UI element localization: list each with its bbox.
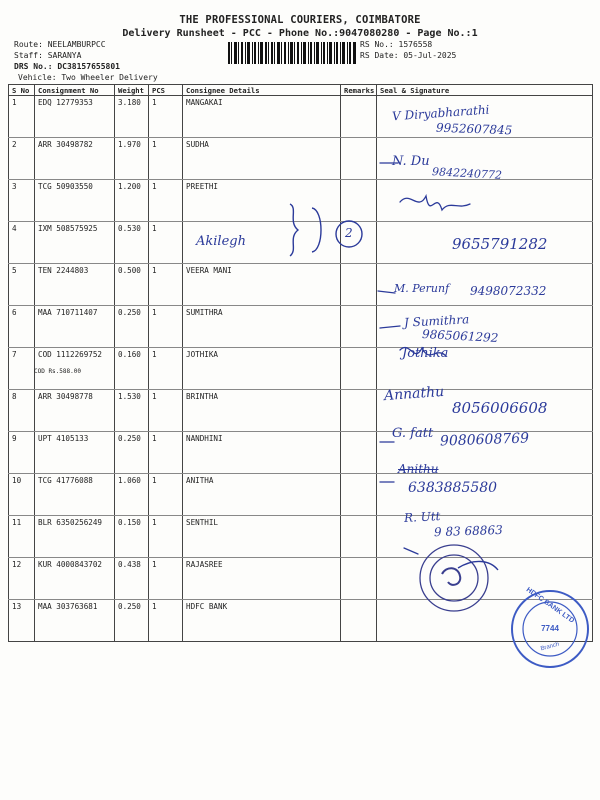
cell-weight: 1.970 (115, 138, 149, 180)
cell-remarks (341, 96, 377, 138)
consignment-number: COD 1112269752 (38, 350, 103, 359)
cell-consignment: ARR 30498782 (35, 138, 115, 180)
route-label: Route: NEELAMBURPCC (14, 40, 106, 49)
cell-consignment: BLR 6350256249 (35, 516, 115, 558)
handwritten-phone: 9 83 68863 (433, 522, 503, 540)
cell-weight: 0.150 (115, 516, 149, 558)
brace-mark (284, 200, 374, 260)
dash-mark (380, 326, 400, 328)
cell-consignee: SUMITHRA (183, 306, 341, 348)
cell-consignee: ANITHA (183, 474, 341, 516)
cell-weight: 0.530 (115, 222, 149, 264)
cell-consignee: RAJASREE (183, 558, 341, 600)
vehicle-label: Vehicle: Two Wheeler Delivery (18, 73, 158, 82)
runsheet-subtitle: Delivery Runsheet - PCC - Phone No.:9047080280 - Page No.:1 (122, 28, 478, 39)
cell-consignment: MAA 303763681 (35, 600, 115, 642)
col-weight: Weight (115, 85, 149, 96)
rs-number: RS No.: 1576558 (360, 40, 433, 49)
cell-weight: 0.438 (115, 558, 149, 600)
cell-pcs: 1 (149, 222, 183, 264)
hdfc-stamp-code: 7744 (541, 624, 559, 633)
handwritten-name: R. Utt (403, 509, 441, 525)
signature-row7 (400, 347, 446, 356)
cell-pcs: 1 (149, 96, 183, 138)
barcode (228, 42, 356, 64)
handwritten-name: G. fatt (392, 426, 434, 441)
handwritten-name: M. Perunf (394, 282, 450, 295)
cell-sno: 8 (9, 390, 35, 432)
cell-weight: 0.500 (115, 264, 149, 306)
cell-consignment: KUR 4000843702 (35, 558, 115, 600)
handwritten-name: Anithu (398, 462, 439, 476)
cell-sno: 12 (9, 558, 35, 600)
cell-sno: 2 (9, 138, 35, 180)
handwritten-phone: 9080608769 (439, 430, 530, 450)
cell-consignment: UPT 4105133 (35, 432, 115, 474)
handwritten-remark: 2 (345, 226, 353, 240)
cell-pcs: 1 (149, 348, 183, 390)
cell-consignment: MAA 710711407 (35, 306, 115, 348)
cell-pcs: 1 (149, 474, 183, 516)
cell-consignee: SENTHIL (183, 516, 341, 558)
cell-consignee: HDFC BANK (183, 600, 341, 642)
col-remarks: Remarks (341, 85, 377, 96)
handwritten-phone: 9498072332 (470, 284, 547, 298)
hdfc-stamp-branch: Branch (540, 641, 560, 653)
handwritten-phone: 9952607845 (435, 120, 513, 138)
handwritten-phone: 8056006608 (452, 399, 548, 417)
cell-sno: 3 (9, 180, 35, 222)
cell-weight: 3.180 (115, 96, 149, 138)
rs-date: RS Date: 05-Jul-2025 (360, 51, 457, 60)
cell-consignment (35, 348, 115, 390)
cell-consignee: SUDHA (183, 138, 341, 180)
cell-sno: 4 (9, 222, 35, 264)
handwritten-name: N. Du (392, 154, 430, 169)
cell-sno: 1 (9, 96, 35, 138)
hdfc-bank-stamp (509, 588, 591, 670)
cell-pcs: 1 (149, 264, 183, 306)
cell-consignment: TCG 50903550 (35, 180, 115, 222)
signature-row12 (458, 561, 498, 570)
col-consignment: Consignment No (35, 85, 115, 96)
handwritten-phone: 9842240772 (431, 165, 503, 182)
cod-amount: COD Rs.588.00 (34, 368, 81, 375)
cell-weight: 1.530 (115, 390, 149, 432)
cell-sno: 5 (9, 264, 35, 306)
cell-sno: 9 (9, 432, 35, 474)
cell-consignee: BRINTHA (183, 390, 341, 432)
cell-weight: 0.160 (115, 348, 149, 390)
cell-pcs: 1 (149, 600, 183, 642)
dash-mark (378, 291, 395, 293)
handwritten-name: Annathu (383, 383, 445, 405)
cell-consignee: VEERA MANI (183, 264, 341, 306)
cell-consignment: TCG 41776088 (35, 474, 115, 516)
cell-sno: 7 (9, 348, 35, 390)
cell-sno: 10 (9, 474, 35, 516)
handwritten-phone: 9655791282 (452, 235, 548, 253)
handwritten-name: Jothika (402, 346, 449, 361)
table-header-row (9, 85, 593, 96)
cell-consignment: ARR 30498778 (35, 390, 115, 432)
col-consignee: Consignee Details (183, 85, 341, 96)
cell-consignment: TEN 2244803 (35, 264, 115, 306)
cell-pcs: 1 (149, 306, 183, 348)
cell-weight: 0.250 (115, 306, 149, 348)
handwritten-name: V Diryabharathi (391, 102, 490, 124)
handwritten-consignee: Akilegh (196, 234, 246, 249)
seal-stamp (412, 540, 500, 616)
signature-row3 (400, 196, 470, 210)
handwritten-phone: 6383885580 (408, 480, 498, 496)
cell-weight: 1.200 (115, 180, 149, 222)
cell-consignee: MANGAKAI (183, 96, 341, 138)
cell-pcs: 1 (149, 516, 183, 558)
drs-label: DRS No.: DC38157655801 (14, 62, 120, 71)
company-title: THE PROFESSIONAL COURIERS, COIMBATORE (179, 14, 421, 26)
cell-consignee: PREETHI (183, 180, 341, 222)
hdfc-stamp-title: HDFC BANK LTD (524, 586, 576, 625)
col-pcs: PCS (149, 85, 183, 96)
cell-consignee: JOTHIKA (183, 348, 341, 390)
cell-weight: 0.250 (115, 432, 149, 474)
cell-sno: 6 (9, 306, 35, 348)
cell-pcs: 1 (149, 390, 183, 432)
cell-weight: 1.060 (115, 474, 149, 516)
handwritten-phone: 9865061292 (421, 327, 499, 345)
cell-pcs: 1 (149, 138, 183, 180)
handwritten-name: J Sumithra (403, 312, 470, 330)
cell-sno: 13 (9, 600, 35, 642)
cell-sno: 11 (9, 516, 35, 558)
cell-pcs: 1 (149, 432, 183, 474)
cell-consignment: EDQ 12779353 (35, 96, 115, 138)
col-seal-signature: Seal & Signature (377, 85, 593, 96)
staff-label: Staff: SARANYA (14, 51, 82, 60)
cell-pcs: 1 (149, 558, 183, 600)
cell-consignee: NANDHINI (183, 432, 341, 474)
col-sno: S No (9, 85, 35, 96)
cell-pcs: 1 (149, 180, 183, 222)
cell-consignment: IXM 508575925 (35, 222, 115, 264)
cell-weight: 0.250 (115, 600, 149, 642)
